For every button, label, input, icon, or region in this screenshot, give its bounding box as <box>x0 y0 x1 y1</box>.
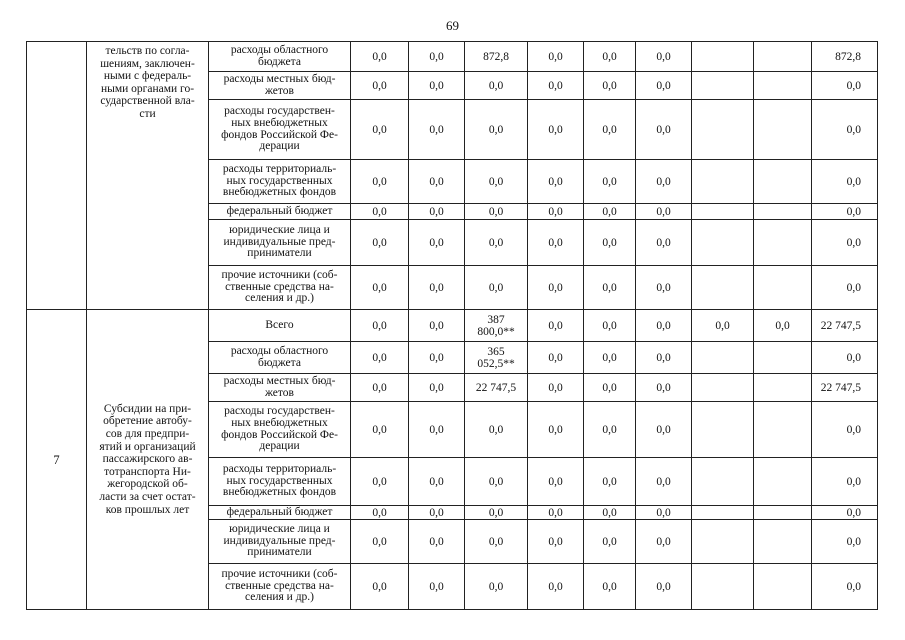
value-cell <box>692 72 754 100</box>
value-cell: 0,0 <box>351 204 409 220</box>
value-cell: 0,0 <box>351 374 409 402</box>
value-cell: 0,0 <box>584 458 636 506</box>
value-cell <box>692 160 754 204</box>
value-cell <box>754 520 812 564</box>
value-cell: 0,0 <box>584 506 636 520</box>
value-cell: 0,0 <box>528 204 584 220</box>
value-cell: 0,0 <box>409 100 465 160</box>
value-cell: 0,0 <box>528 72 584 100</box>
value-cell <box>754 564 812 610</box>
value-cell: 0,0 <box>528 564 584 610</box>
value-cell: 0,0 <box>351 42 409 72</box>
value-cell: 872,8 <box>812 42 878 72</box>
value-cell: 22 747,5 <box>812 310 878 342</box>
value-cell: 0,0 <box>351 458 409 506</box>
value-cell <box>754 506 812 520</box>
value-cell: 0,0 <box>636 160 692 204</box>
value-cell: 0,0 <box>528 220 584 266</box>
value-cell: 0,0 <box>351 100 409 160</box>
value-cell: 0,0 <box>528 520 584 564</box>
value-cell: 0,0 <box>584 204 636 220</box>
value-cell: 0,0 <box>351 520 409 564</box>
measure-name-cell: тельств по согла- шениям, заключен- ными с федераль- ными органами го- сударственной вла- сти <box>87 42 209 310</box>
value-cell: 0,0 <box>692 310 754 342</box>
value-cell <box>692 220 754 266</box>
value-cell: 0,0 <box>351 564 409 610</box>
value-cell <box>692 42 754 72</box>
value-cell: 0,0 <box>812 220 878 266</box>
value-cell: 0,0 <box>584 520 636 564</box>
value-cell: 0,0 <box>351 266 409 310</box>
funding-source-cell: юридические лица и индивидуальные пред- приниматели <box>209 520 351 564</box>
value-cell <box>754 204 812 220</box>
value-cell <box>692 458 754 506</box>
value-cell: 0,0 <box>528 458 584 506</box>
value-cell: 0,0 <box>754 310 812 342</box>
value-cell: 0,0 <box>409 310 465 342</box>
value-cell <box>692 564 754 610</box>
measure-name-cell: Субсидии на при- обретение автобу- сов для предпри- ятий и организаций пассажирского ав- тотранспорта Ни- жегородской об- ласти за счет остат- ков прошлых лет <box>87 310 209 610</box>
value-cell: 872,8 <box>465 42 528 72</box>
funding-source-cell: расходы государствен- ных внебюджетных фондов Российской Фе- дерации <box>209 100 351 160</box>
value-cell: 0,0 <box>812 204 878 220</box>
value-cell <box>754 402 812 458</box>
value-cell: 0,0 <box>409 204 465 220</box>
value-cell: 0,0 <box>584 72 636 100</box>
value-cell: 0,0 <box>584 374 636 402</box>
value-cell: 0,0 <box>528 342 584 374</box>
value-cell: 0,0 <box>812 266 878 310</box>
funding-source-cell: прочие источники (соб- ственные средства на- селения и др.) <box>209 266 351 310</box>
funding-source-cell: Всего <box>209 310 351 342</box>
funding-source-cell: расходы местных бюд- жетов <box>209 374 351 402</box>
value-cell: 0,0 <box>584 160 636 204</box>
value-cell: 0,0 <box>636 310 692 342</box>
value-cell: 0,0 <box>465 100 528 160</box>
funding-source-cell: расходы местных бюд- жетов <box>209 72 351 100</box>
value-cell: 0,0 <box>409 374 465 402</box>
row-index-cell: 7 <box>27 310 87 610</box>
value-cell: 0,0 <box>409 42 465 72</box>
value-cell: 0,0 <box>465 160 528 204</box>
value-cell: 0,0 <box>636 342 692 374</box>
value-cell <box>754 342 812 374</box>
value-cell: 0,0 <box>584 100 636 160</box>
value-cell: 0,0 <box>812 506 878 520</box>
value-cell: 0,0 <box>636 520 692 564</box>
value-cell: 0,0 <box>636 374 692 402</box>
value-cell <box>754 374 812 402</box>
value-cell: 0,0 <box>812 342 878 374</box>
value-cell: 365 052,5** <box>465 342 528 374</box>
value-cell: 0,0 <box>465 266 528 310</box>
value-cell <box>754 160 812 204</box>
value-cell: 0,0 <box>636 100 692 160</box>
value-cell: 0,0 <box>409 506 465 520</box>
funding-source-cell: федеральный бюджет <box>209 204 351 220</box>
value-cell: 0,0 <box>409 402 465 458</box>
value-cell: 0,0 <box>409 266 465 310</box>
funding-source-cell: прочие источники (соб- ственные средства на- селения и др.) <box>209 564 351 610</box>
row-index-cell <box>27 42 87 310</box>
funding-source-cell: расходы территориаль- ных государственных внебюджетных фондов <box>209 160 351 204</box>
funding-source-cell: юридические лица и индивидуальные пред- приниматели <box>209 220 351 266</box>
value-cell <box>692 342 754 374</box>
value-cell: 0,0 <box>528 160 584 204</box>
table-row <box>27 310 878 342</box>
funding-source-cell: расходы областного бюджета <box>209 42 351 72</box>
value-cell: 0,0 <box>636 72 692 100</box>
funding-source-cell: федеральный бюджет <box>209 506 351 520</box>
value-cell: 0,0 <box>409 220 465 266</box>
value-cell <box>754 42 812 72</box>
value-cell: 0,0 <box>812 72 878 100</box>
value-cell: 0,0 <box>351 310 409 342</box>
funding-source-cell: расходы государствен- ных внебюджетных фондов Российской Фе- дерации <box>209 402 351 458</box>
funding-source-cell: расходы территориаль- ных государственных внебюджетных фондов <box>209 458 351 506</box>
value-cell: 0,0 <box>465 72 528 100</box>
value-cell: 0,0 <box>636 458 692 506</box>
value-cell: 0,0 <box>351 506 409 520</box>
page-number: 69 <box>446 18 459 33</box>
value-cell: 0,0 <box>636 42 692 72</box>
value-cell: 0,0 <box>351 72 409 100</box>
value-cell: 0,0 <box>584 402 636 458</box>
value-cell: 0,0 <box>812 520 878 564</box>
value-cell: 0,0 <box>812 100 878 160</box>
value-cell: 387 800,0** <box>465 310 528 342</box>
value-cell: 0,0 <box>409 564 465 610</box>
value-cell <box>692 402 754 458</box>
value-cell <box>692 506 754 520</box>
value-cell: 0,0 <box>409 520 465 564</box>
value-cell: 0,0 <box>528 266 584 310</box>
value-cell: 0,0 <box>812 458 878 506</box>
value-cell: 0,0 <box>351 160 409 204</box>
value-cell: 0,0 <box>465 506 528 520</box>
value-cell: 0,0 <box>351 220 409 266</box>
value-cell: 0,0 <box>528 506 584 520</box>
value-cell: 22 747,5 <box>812 374 878 402</box>
value-cell: 22 747,5 <box>465 374 528 402</box>
table-row <box>27 42 878 72</box>
value-cell: 0,0 <box>584 342 636 374</box>
value-cell: 0,0 <box>409 458 465 506</box>
value-cell: 0,0 <box>636 402 692 458</box>
value-cell: 0,0 <box>636 204 692 220</box>
value-cell <box>754 266 812 310</box>
value-cell: 0,0 <box>584 310 636 342</box>
value-cell: 0,0 <box>584 42 636 72</box>
value-cell <box>754 458 812 506</box>
value-cell: 0,0 <box>528 42 584 72</box>
value-cell: 0,0 <box>351 402 409 458</box>
value-cell: 0,0 <box>812 564 878 610</box>
value-cell: 0,0 <box>528 310 584 342</box>
value-cell: 0,0 <box>409 72 465 100</box>
value-cell: 0,0 <box>465 564 528 610</box>
value-cell: 0,0 <box>636 266 692 310</box>
value-cell: 0,0 <box>528 100 584 160</box>
value-cell: 0,0 <box>465 204 528 220</box>
value-cell: 0,0 <box>812 160 878 204</box>
value-cell: 0,0 <box>465 458 528 506</box>
value-cell: 0,0 <box>636 506 692 520</box>
budget-table <box>26 41 878 610</box>
value-cell: 0,0 <box>409 160 465 204</box>
value-cell: 0,0 <box>812 402 878 458</box>
value-cell <box>692 520 754 564</box>
value-cell: 0,0 <box>351 342 409 374</box>
value-cell <box>692 266 754 310</box>
value-cell <box>754 220 812 266</box>
value-cell: 0,0 <box>636 564 692 610</box>
value-cell: 0,0 <box>584 564 636 610</box>
value-cell: 0,0 <box>528 402 584 458</box>
value-cell: 0,0 <box>584 220 636 266</box>
value-cell: 0,0 <box>636 220 692 266</box>
value-cell: 0,0 <box>409 342 465 374</box>
value-cell: 0,0 <box>584 266 636 310</box>
value-cell <box>754 72 812 100</box>
value-cell <box>692 204 754 220</box>
value-cell: 0,0 <box>465 402 528 458</box>
value-cell: 0,0 <box>465 220 528 266</box>
value-cell <box>692 374 754 402</box>
value-cell <box>754 100 812 160</box>
value-cell <box>692 100 754 160</box>
value-cell: 0,0 <box>465 520 528 564</box>
value-cell: 0,0 <box>528 374 584 402</box>
funding-source-cell: расходы областного бюджета <box>209 342 351 374</box>
